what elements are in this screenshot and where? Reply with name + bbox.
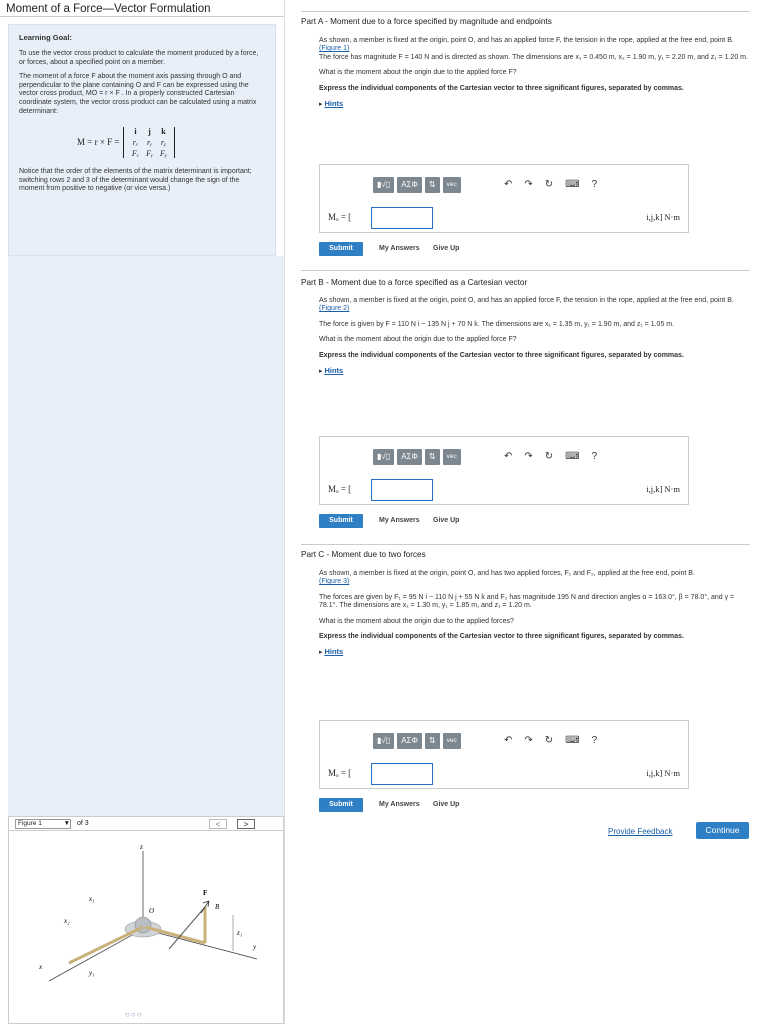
- label-x: x: [39, 963, 43, 971]
- part-a-text-2: The force has magnitude F = 140 N and is directed as shown. The dimensions are x₁ = 0.450 m, x₂ = 1.90 m, y₁ = 2.20 m, and z₁ = 1.20 m.: [319, 53, 748, 61]
- edit-tools: [504, 735, 597, 746]
- det-cell: rₓ: [132, 137, 139, 147]
- part-a-hints-link[interactable]: Hints: [324, 99, 344, 109]
- part-c-instruction: Express the individual components of the Cartesian vector to three significant figures, separated by commas.: [319, 633, 684, 641]
- figure-diagram: [9, 831, 283, 1009]
- part-divider: [301, 11, 750, 12]
- greek-button[interactable]: AΣΦ: [397, 177, 422, 193]
- part-divider: [301, 270, 750, 271]
- arrows-button[interactable]: ⇅: [425, 733, 440, 749]
- redo-icon[interactable]: ↷: [524, 451, 533, 462]
- help-icon[interactable]: ?: [591, 735, 598, 746]
- answer-units: i,j,k] N·m: [646, 484, 680, 494]
- keyboard-icon[interactable]: ⌨: [565, 735, 580, 746]
- part-a-header: [301, 17, 749, 26]
- vector-button[interactable]: vec: [443, 449, 461, 465]
- learning-goal-text-1: To use the vector cross product to calculate the moment produced by a force, or forces, about a specified point on a member.: [19, 50, 259, 66]
- undo-icon[interactable]: ↶: [504, 735, 513, 746]
- part-c-answer-box: [319, 720, 689, 789]
- provide-feedback-link[interactable]: Provide Feedback: [608, 827, 673, 836]
- part-a-answer-input[interactable]: [371, 207, 433, 229]
- label-z: z: [140, 843, 143, 851]
- part-a-title: - Moment due to a force specified by magnitude and endpoints: [322, 17, 552, 26]
- part-b-instruction: Express the individual components of the Cartesian vector to three significant figures, separated by commas.: [319, 351, 684, 359]
- part-a-label: Part A: [301, 17, 323, 26]
- part-a-give-up-link[interactable]: Give Up: [433, 245, 460, 252]
- part-c-figure-link[interactable]: (Figure 3): [319, 578, 350, 586]
- title-divider: [0, 16, 284, 17]
- help-icon[interactable]: ?: [591, 179, 598, 190]
- answer-label: Mₒ = [: [328, 484, 352, 494]
- part-b-answer-box: [319, 436, 689, 505]
- page-title: Moment of a Force—Vector Formulation: [6, 3, 211, 15]
- part-a-instruction: Express the individual components of the Cartesian vector to three significant figures, separated by commas.: [319, 84, 684, 92]
- det-cell: Fᵧ: [146, 148, 153, 158]
- part-c-answer-input[interactable]: [371, 763, 433, 785]
- help-icon[interactable]: ?: [591, 451, 598, 462]
- arrows-button[interactable]: ⇅: [425, 177, 440, 193]
- part-b-give-up-link[interactable]: Give Up: [433, 517, 460, 524]
- part-a-body: As shown, a member is fixed at the origin, point O, and has an applied force F, the tension in the rope, applied at the free end, point B. (Figure 1) The force has magnitude F = 140 N and is directed as shown. The dimensions are x₁ = 0.450 m, x₂ = 1.90 m, y₁ = 2.20 m, and z₁ = 1.20 m. What is the moment about the origin due to the applied force F? Express the individual components of the Cartesian vector to three significant figures, separated by commas. ▸ Hints: [319, 37, 751, 116]
- part-a-text-1: As shown, a member is fixed at the origin, point O, and has an applied force F, the tension in the rope, applied at the free end, point B.: [319, 37, 734, 44]
- part-a-answer-box: [319, 164, 689, 233]
- figure-panel: [8, 816, 284, 1024]
- learning-goal-heading: Learning Goal:: [19, 33, 72, 42]
- figure-toolbar: [9, 817, 283, 831]
- determinant-equation: [77, 122, 265, 162]
- greek-button[interactable]: AΣΦ: [397, 449, 422, 465]
- answer-label: Mₒ = [: [328, 768, 352, 778]
- label-b: B: [215, 903, 220, 911]
- label-x1: x₁: [89, 895, 95, 903]
- label-f: F: [203, 889, 208, 897]
- figure-select-value: Figure 1: [18, 819, 42, 827]
- determinant-matrix: [123, 127, 175, 158]
- part-b-figure-link[interactable]: (Figure 2): [319, 305, 350, 313]
- vector-button[interactable]: vec: [443, 177, 461, 193]
- learning-goal-panel: [8, 24, 276, 256]
- label-o: O: [149, 907, 155, 915]
- x-axis: [49, 929, 143, 981]
- part-c-header: [301, 550, 749, 559]
- column-divider: [284, 0, 285, 1024]
- det-cell: Fᵪ: [159, 148, 167, 158]
- part-a-submit-button[interactable]: Submit: [319, 242, 363, 256]
- arrows-button[interactable]: ⇅: [425, 449, 440, 465]
- answer-units: i,j,k] N·m: [646, 768, 680, 778]
- part-c-hints-link[interactable]: Hints: [324, 647, 344, 657]
- reset-icon[interactable]: ↻: [544, 179, 554, 190]
- label-z1: z₁: [237, 929, 243, 937]
- keyboard-icon[interactable]: ⌨: [565, 179, 580, 190]
- det-cell: rᵧ: [147, 137, 152, 147]
- member-segment: [69, 927, 143, 963]
- chevron-down-icon: ▼: [63, 819, 70, 827]
- figure-count: of 3: [77, 820, 89, 827]
- reset-icon[interactable]: ↻: [544, 451, 554, 462]
- undo-icon[interactable]: ↶: [504, 451, 513, 462]
- det-cell: i: [134, 126, 137, 136]
- part-c-submit-button[interactable]: Submit: [319, 798, 363, 812]
- part-a-my-answers-link[interactable]: My Answers: [379, 245, 420, 252]
- template-button[interactable]: ▮√▯: [373, 449, 394, 465]
- part-b-label: Part B: [301, 278, 324, 287]
- keyboard-icon[interactable]: ⌨: [565, 451, 580, 462]
- math-toolbar: [373, 733, 461, 749]
- part-c-text-1: As shown, a member is fixed at the origin, point O, and has two applied forces, F₁ and F₂, applied at the free end, point B.: [319, 570, 695, 577]
- det-cell: Fₓ: [131, 148, 140, 158]
- det-cell: rᵪ: [160, 137, 167, 147]
- part-b-text-2: The force is given by F = 110 N i − 135 N j + 70 N k. The dimensions are x₁ = 1.35 m, y₁ = 1.90 m, and z₁ = 1.05 m.: [319, 320, 675, 328]
- part-b-body: As shown, a member is fixed at the origin, point O, and has an applied force F, the tension in the rope, applied at the free end, point B. (Figure 2) The force is given by F = 110 N i − 135 N j + 70 N k. The dimensions are x₁ = 1.35 m, y₁ = 1.90 m, and z₁ = 1.05 m. What is the moment about the origin due to the applied force F? Express the individual components of the Cartesian vector to three significant figures, separated by commas. ▸ Hints: [319, 297, 751, 383]
- learning-goal-text-3: Notice that the order of the elements of the matrix determinant is important; switching rows 2 and 3 of the determinant would change the sign of the moment from positive to negative (or vice versa.): [19, 168, 252, 193]
- vector-button[interactable]: vec: [443, 733, 461, 749]
- part-c-label: Part C: [301, 550, 325, 559]
- label-y: y: [253, 943, 257, 951]
- part-a-figure-link[interactable]: (Figure 1): [319, 45, 350, 53]
- label-y1: y₁: [89, 969, 95, 977]
- part-b-title: - Moment due to a force specified as a Cartesian vector: [323, 278, 528, 287]
- learning-goal-text-2: The moment of a force F about the moment axis passing through O and perpendicular to the plane containing O and F can be expressed using the vector cross product, MO = r × F . In a properly constructed Cartesian coordinate system, the vector cross product can be calculated using a matrix determinant:: [19, 73, 257, 115]
- left-panel-background: [8, 256, 284, 816]
- continue-button[interactable]: Continue: [696, 822, 749, 839]
- template-button[interactable]: ▮√▯: [373, 733, 394, 749]
- figure-pager[interactable]: ○○○: [125, 1010, 143, 1019]
- answer-units: i,j,k] N·m: [646, 212, 680, 222]
- math-toolbar: [373, 449, 461, 465]
- part-b-header: [301, 278, 749, 287]
- template-button[interactable]: ▮√▯: [373, 177, 394, 193]
- answer-label: Mₒ = [: [328, 212, 352, 222]
- redo-icon[interactable]: ↷: [524, 179, 533, 190]
- undo-icon[interactable]: ↶: [504, 179, 513, 190]
- math-toolbar: [373, 177, 461, 193]
- part-b-my-answers-link[interactable]: My Answers: [379, 517, 420, 524]
- equation-lhs: M = r × F =: [77, 137, 120, 148]
- part-b-hints-link[interactable]: Hints: [324, 366, 344, 376]
- figure-select[interactable]: [15, 819, 71, 829]
- part-c-text-2: The forces are given by F₁ = 95 N i − 110 N j + 55 N k and F₂ has magnitude 195 N and direction angles α = 163.0°, β = 78.0°, and γ = 78.1°. The dimensions are x₁ = 1.30 m, y₁ = 1.85 m, and z₁ = 1.20 m.: [319, 593, 735, 610]
- prev-figure-button[interactable]: <: [209, 819, 227, 829]
- part-b-text-1: As shown, a member is fixed at the origin, point O, and has an applied force F, the tension in the rope, applied at the free end, point B.: [319, 297, 734, 304]
- part-c-body: As shown, a member is fixed at the origin, point O, and has two applied forces, F₁ and F₂, applied at the free end, point B. (Figure 3) The forces are given by F₁ = 95 N i − 110 N j + 55 N k and F₂ has magnitude 195 N and direction angles α = 163.0°, β = 78.0°, and γ = 78.1°. The dimensions are x₁ = 1.30 m, y₁ = 1.85 m, and z₁ = 1.20 m. What is the moment about the origin due to the applied forces? Express the individual components of the Cartesian vector to three significant figures, separated by commas. ▸ Hints: [319, 570, 751, 665]
- part-divider: [301, 544, 750, 545]
- part-c-title: - Moment due to two forces: [324, 550, 426, 559]
- next-figure-button[interactable]: >: [237, 819, 255, 829]
- part-a-question: What is the moment about the origin due to the applied force F?: [319, 69, 517, 77]
- edit-tools: [504, 451, 597, 462]
- edit-tools: [504, 179, 597, 190]
- part-c-give-up-link[interactable]: Give Up: [433, 801, 460, 808]
- part-b-answer-input[interactable]: [371, 479, 433, 501]
- part-c-question: What is the moment about the origin due to the applied forces?: [319, 617, 514, 625]
- reset-icon[interactable]: ↻: [544, 735, 554, 746]
- greek-button[interactable]: AΣΦ: [397, 733, 422, 749]
- part-c-my-answers-link[interactable]: My Answers: [379, 801, 420, 808]
- det-cell: k: [161, 126, 166, 136]
- det-cell: j: [148, 126, 151, 136]
- label-x2: x₂: [64, 917, 70, 925]
- part-b-question: What is the moment about the origin due to the applied force F?: [319, 336, 517, 344]
- part-b-submit-button[interactable]: Submit: [319, 514, 363, 528]
- redo-icon[interactable]: ↷: [524, 735, 533, 746]
